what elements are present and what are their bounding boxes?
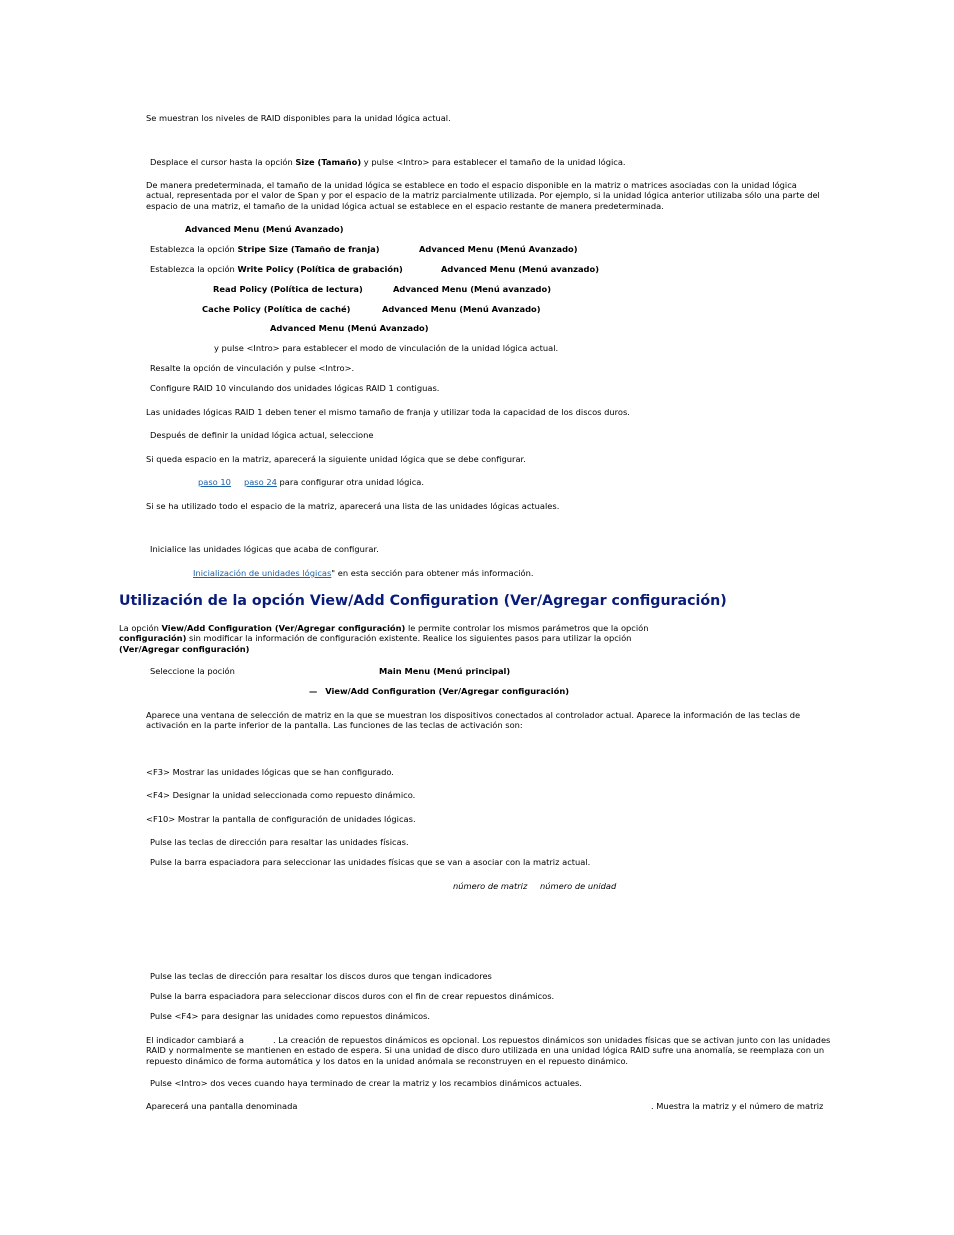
main-menu-text: Main Menu (Menú principal) [379, 666, 511, 676]
stripe-size-option: Stripe Size (Tamaño de franja) [237, 244, 380, 254]
init-link-line [193, 568, 534, 578]
raid10-text: Configure RAID 10 vinculando dos unidades lógicas RAID 1 contiguas. [150, 383, 440, 393]
stripe-step-a: Establezca la opción [150, 244, 238, 254]
arrows-disks-text: Pulse las teclas de dirección para resaltar los discos duros que tengan indicadores [150, 971, 492, 981]
section-heading: Utilización de la opción View/Add Configuration (Ver/Agregar configuración) [119, 593, 727, 609]
size-step-c: y pulse <Intro> para establecer el tamaño de la unidad lógica. [361, 157, 626, 167]
paso-links-line [198, 477, 424, 487]
initialize-text: Inicialice las unidades lógicas que acaba de configurar. [150, 544, 379, 554]
write-policy-option: Write Policy (Política de grabación) [237, 264, 403, 274]
va-4: configuración) [119, 633, 187, 644]
all-used-text: Si se ha utilizado todo el espacio de la matriz, aparecerá una lista de las unidades lógicas actuales. [146, 501, 560, 511]
space-disks-text: Pulse la barra espaciadora para seleccionar discos duros con el fin de crear repuestos dinámicos. [150, 991, 555, 1001]
matrix-number-label [453, 881, 527, 891]
span-highlight-text: Resalte la opción de vinculación y pulse <Intro>. [150, 363, 355, 373]
after-define-text: Después de definir la unidad lógica actual, seleccione [150, 430, 374, 440]
size-step [150, 157, 626, 167]
stripe-step [150, 244, 380, 254]
cache-advanced-menu-label: Advanced Menu (Menú Avanzado) [382, 304, 541, 314]
init-rest-text: " en esta sección para obtener más información. [331, 568, 534, 578]
enter-twice-text: Pulse <Intro> dos veces cuando haya terminado de crear la matriz y los recambios dinámicos actuales. [150, 1078, 582, 1088]
select-position-text: Seleccione la poción [150, 666, 235, 676]
matrix-number-text: número de matriz [453, 881, 528, 891]
va-3: le permite controlar los mismos parámetros que la opción [405, 623, 649, 633]
advanced-menu-2 [270, 323, 429, 333]
paso-24-link[interactable]: paso 24 [243, 477, 277, 487]
read-policy [213, 284, 363, 294]
shows-matrix-text: . Muestra la matriz y el número de matriz [651, 1101, 824, 1111]
cache-policy-option: Cache Policy (Política de caché) [202, 304, 351, 314]
write-advanced-menu [441, 264, 599, 274]
matrix-window-paragraph: Aparece una ventana de selección de matriz en la que se muestran los dispositivos conectados al controlador actual. Aparece la información de las teclas de activación en la parte inferior de la pantalla. Las funciones de las teclas de activación son: [146, 710, 801, 731]
init-logical-units-link[interactable]: Inicialización de unidades lógicas [193, 568, 332, 578]
advanced-menu-1 [185, 224, 344, 234]
va-1: La opción [119, 623, 162, 633]
cache-policy [202, 304, 350, 314]
size-step-a: Desplace el cursor hasta la opción [150, 157, 296, 167]
cache-advanced-menu [382, 304, 541, 314]
main-menu-label [379, 666, 510, 676]
unit-number-label [540, 881, 616, 891]
dash-glyph: — [309, 686, 318, 696]
raid1-note: Las unidades lógicas RAID 1 deben tener el mismo tamaño de franja y utilizar toda la capacidad de los discos duros. [146, 407, 630, 417]
indicator-paragraph: El indicador cambiará a . La creación de repuestos dinámicos es opcional. Los repuestos dinámicos son unidades físicas que se activan junto con las unidades RAID y normalmente se mantienen en estado de espera. Si una unidad de disco duro utilizada en una unidad lógica RAID sufre una anomalía, se reemplaza con un repuesto dinámico de forma automática y los datos en la unidad anómala se reconstruyen en el repuesto dinámico. [146, 1035, 834, 1066]
f3-key-text: <F3> Mostrar las unidades lógicas que se han configurado. [146, 767, 394, 777]
write-advanced-menu-label: Advanced Menu (Menú avanzado) [441, 264, 599, 274]
f4-key-text: <F4> Designar la unidad seleccionada como repuesto dinámico. [146, 790, 416, 800]
write-step [150, 264, 403, 274]
paso-rest-text: para configurar otra unidad lógica. [276, 477, 424, 487]
space-left-text: Si queda espacio en la matriz, aparecerá la siguiente unidad lógica que se debe configurar. [146, 454, 526, 464]
screen-named-text: Aparecerá una pantalla denominada [146, 1101, 298, 1111]
read-advanced-menu [393, 284, 551, 294]
stripe-advanced-menu [419, 244, 578, 254]
f10-key-text: <F10> Mostrar la pantalla de configuración de unidades lógicas. [146, 814, 416, 824]
f4-press-text: Pulse <F4> para designar las unidades como repuestos dinámicos. [150, 1011, 430, 1021]
size-option: Size (Tamaño) [295, 157, 362, 167]
raid-levels-text: Se muestran los niveles de RAID disponibles para la unidad lógica actual. [146, 113, 451, 123]
space-physical-text: Pulse la barra espaciadora para seleccionar las unidades físicas que se van a asociar con la matriz actual. [150, 857, 591, 867]
span-intro-text: y pulse <Intro> para establecer el modo de vinculación de la unidad lógica actual. [214, 343, 559, 353]
paso-10-link[interactable]: paso 10 [198, 477, 231, 487]
view-add-paragraph [119, 623, 719, 654]
va-2: View/Add Configuration (Ver/Agregar configuración) [161, 623, 406, 633]
read-advanced-menu-label: Advanced Menu (Menú avanzado) [393, 284, 551, 294]
stripe-advanced-menu-label: Advanced Menu (Menú Avanzado) [419, 244, 578, 254]
va-5: sin modificar la información de configuración existente. Realice los siguientes pasos para utilizar la opción [186, 633, 632, 644]
va-6: (Ver/Agregar configuración) [119, 643, 250, 654]
view-add-sub [309, 686, 569, 696]
advanced-menu-1-label: Advanced Menu (Menú Avanzado) [185, 224, 344, 234]
default-size-paragraph: De manera predeterminada, el tamaño de la unidad lógica se establece en todo el espacio disponible en la matriz o matrices asociadas con la unidad lógica actual, representada por el valor de Span y por el espacio de la matriz parcialmente utilizada. Por ejemplo, si la unidad lógica anterior utilizaba sólo una parte del espacio de una matriz, el tamaño de la unidad lógica actual se establece en el espacio restante de manera predeterminada. [146, 180, 820, 211]
write-step-a: Establezca la opción [150, 264, 238, 274]
advanced-menu-2-label: Advanced Menu (Menú Avanzado) [270, 323, 429, 333]
view-add-sub-text: View/Add Configuration (Ver/Agregar configuración) [325, 686, 570, 696]
read-policy-option: Read Policy (Política de lectura) [213, 284, 363, 294]
arrows-physical-text: Pulse las teclas de dirección para resaltar las unidades físicas. [150, 837, 409, 847]
unit-number-text: número de unidad [540, 881, 617, 891]
